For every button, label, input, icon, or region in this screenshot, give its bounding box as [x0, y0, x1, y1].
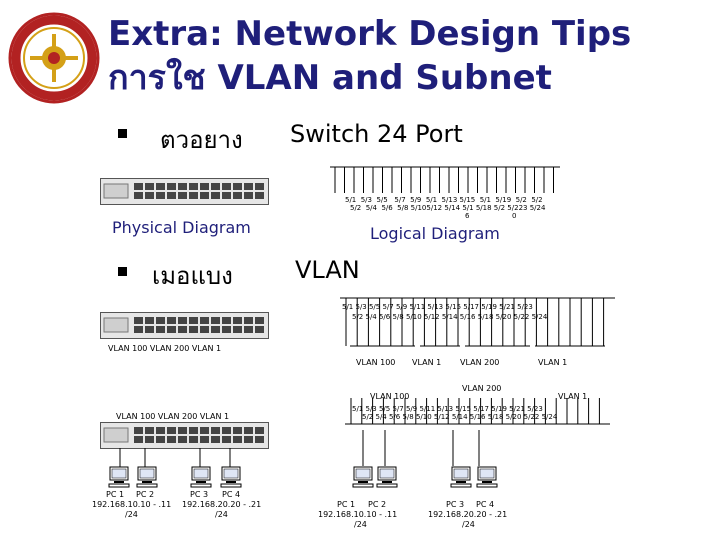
switch-port [178, 317, 187, 324]
pc-name: PC 3 [190, 490, 209, 499]
vlan-label-1a: VLAN 1 [412, 358, 442, 367]
pc-icon [190, 466, 212, 488]
switch-port [189, 427, 198, 434]
pc-icon [352, 466, 374, 488]
switch-port [222, 317, 231, 324]
switch-port [222, 436, 231, 443]
switch-port [189, 183, 198, 190]
switch-port [233, 192, 242, 199]
switch-port [134, 192, 143, 199]
switch-port [134, 326, 143, 333]
switch-port [244, 317, 253, 324]
switch-port [211, 192, 220, 199]
switch-heading: Switch 24 Port [290, 120, 463, 148]
switch-port [145, 326, 154, 333]
ports-row-c-1: 6 [465, 212, 470, 220]
switch-port [145, 192, 154, 199]
switch-port [156, 192, 165, 199]
switch-port [156, 436, 165, 443]
switch-port [200, 427, 209, 434]
switch-port [156, 326, 165, 333]
switch-port [255, 317, 264, 324]
switch-port [255, 427, 264, 434]
switch-port [156, 317, 165, 324]
pc-ip-range: 192.168.10.10 - .11 [318, 510, 398, 519]
pc-name: PC 2 [136, 490, 155, 499]
switch-port [255, 326, 264, 333]
switch-port [233, 317, 242, 324]
switch-port [233, 427, 242, 434]
switch-port [233, 436, 242, 443]
pc-name: PC 3 [446, 500, 465, 509]
vlan-label-100: VLAN 100 [356, 358, 396, 367]
switch-port [156, 427, 165, 434]
vlan-ports-bottom-2: 5/2 5/4 5/6 5/8 5/10 5/12 5/14 5/16 5/18 5/20 5/22 5/24 [362, 413, 558, 421]
switch-port [167, 192, 176, 199]
switch-port [211, 436, 220, 443]
switch-port [189, 317, 198, 324]
switch-port [167, 317, 176, 324]
switch-port [233, 183, 242, 190]
example-label: ตวอยาง [160, 126, 243, 154]
vlan-label-1b: VLAN 1 [538, 358, 568, 367]
pc-subnet-mask: /24 [215, 510, 228, 519]
pc-ip-range: 192.168.20.20 - .21 [428, 510, 508, 519]
vlan-ports-top-2: 5/1 5/3 5/5 5/7 5/9 5/11 5/13 5/15 5/17 5/19 5/21 5/23 [352, 405, 543, 413]
switch-port [244, 326, 253, 333]
switch-port [244, 427, 253, 434]
bullet-marker [118, 129, 127, 138]
switch-port [145, 427, 154, 434]
pc-icon [376, 466, 398, 488]
switch-port [189, 326, 198, 333]
switch-port [134, 317, 143, 324]
switch-port [178, 326, 187, 333]
switch-port [200, 192, 209, 199]
switch-port [134, 427, 143, 434]
physical-diagram-label: Physical Diagram [112, 218, 251, 237]
vlan-low-100: VLAN 100 [370, 392, 410, 401]
switch-port [189, 192, 198, 199]
switch-port [211, 326, 220, 333]
split-label: เมอแบง [152, 262, 233, 290]
vlan-low-1: VLAN 1 [558, 392, 588, 401]
pc-icon [136, 466, 158, 488]
switch-port [167, 183, 176, 190]
pc-icon [220, 466, 242, 488]
bullet-marker [118, 267, 127, 276]
pc-name: PC 4 [476, 500, 495, 509]
switch-port [167, 436, 176, 443]
pc-name: PC 2 [368, 500, 387, 509]
switch-port [200, 436, 209, 443]
switch-port [145, 317, 154, 324]
switch-port [178, 192, 187, 199]
vlan-label-200: VLAN 200 [460, 358, 500, 367]
switch-port [200, 183, 209, 190]
switch-port [178, 183, 187, 190]
vlan-heading: VLAN [295, 256, 360, 284]
physical-switch-vlan [100, 312, 270, 340]
switch-port [255, 192, 264, 199]
switch-port [189, 436, 198, 443]
pc-ip-range: 192.168.20.20 - .21 [182, 500, 262, 509]
switch-port [200, 326, 209, 333]
switch-port [211, 427, 220, 434]
switch-port [255, 436, 264, 443]
switch-port [244, 192, 253, 199]
switch-port [178, 427, 187, 434]
switch-port [244, 436, 253, 443]
switch-port [178, 436, 187, 443]
switch-port [145, 183, 154, 190]
pc-ip-range: 192.168.10.10 - .11 [92, 500, 172, 509]
switch-port [200, 317, 209, 324]
vlan-assignment-label-2: VLAN 100 VLAN 200 VLAN 1 [116, 412, 230, 421]
pc-subnet-mask: /24 [125, 510, 138, 519]
switch-port [222, 427, 231, 434]
switch-port [222, 183, 231, 190]
switch-port [134, 183, 143, 190]
vlan-assignment-label: VLAN 100 VLAN 200 VLAN 1 [108, 344, 222, 353]
physical-switch [100, 178, 270, 206]
switch-port [244, 183, 253, 190]
vlan-low-200: VLAN 200 [462, 384, 502, 393]
vlan-ports-bottom: 5/2 5/4 5/6 5/8 5/10 5/12 5/14 5/16 5/18 5/20 5/22 5/24 [352, 313, 548, 321]
ports-row-a: 5/1 5/3 5/5 5/7 5/9 5/1 5/13 5/15 5/1 5/19 5/2 5/2 [345, 196, 543, 204]
pc-name: PC 4 [222, 490, 241, 499]
pc-icon [476, 466, 498, 488]
switch-port [222, 326, 231, 333]
switch-port [167, 326, 176, 333]
switch-port [211, 183, 220, 190]
vlan-logical-lines [340, 296, 620, 356]
switch-port [233, 326, 242, 333]
pc-subnet-mask: /24 [462, 520, 475, 529]
slide-title-line1: Extra: Network Design Tips [108, 14, 632, 54]
switch-port [134, 436, 143, 443]
pc-name: PC 1 [337, 500, 356, 509]
switch-port [222, 192, 231, 199]
vlan-ports-top: 5/1 5/3 5/5 5/7 5/9 5/11 5/13 5/15 5/17 5/19 5/21 5/23 [342, 303, 533, 311]
slide-title-line2: การใช VLAN and Subnet [108, 58, 552, 98]
pc-subnet-mask: /24 [354, 520, 367, 529]
switch-port [145, 436, 154, 443]
switch-port [255, 183, 264, 190]
university-seal-icon [8, 12, 100, 104]
vlan-low-lines [345, 398, 615, 470]
switch-port [211, 317, 220, 324]
ports-row-b: 5/2 5/4 5/6 5/8 5/105/12 5/14 5/1 5/18 5/2 5/223 5/24 [350, 204, 546, 212]
logical-diagram-label: Logical Diagram [370, 224, 500, 243]
ports-row-c-2: 0 [512, 212, 517, 220]
pc-name: PC 1 [106, 490, 125, 499]
logical-switch-ports [330, 165, 560, 221]
pc-icon [450, 466, 472, 488]
switch-port [167, 427, 176, 434]
pc-icon [108, 466, 130, 488]
switch-port [156, 183, 165, 190]
